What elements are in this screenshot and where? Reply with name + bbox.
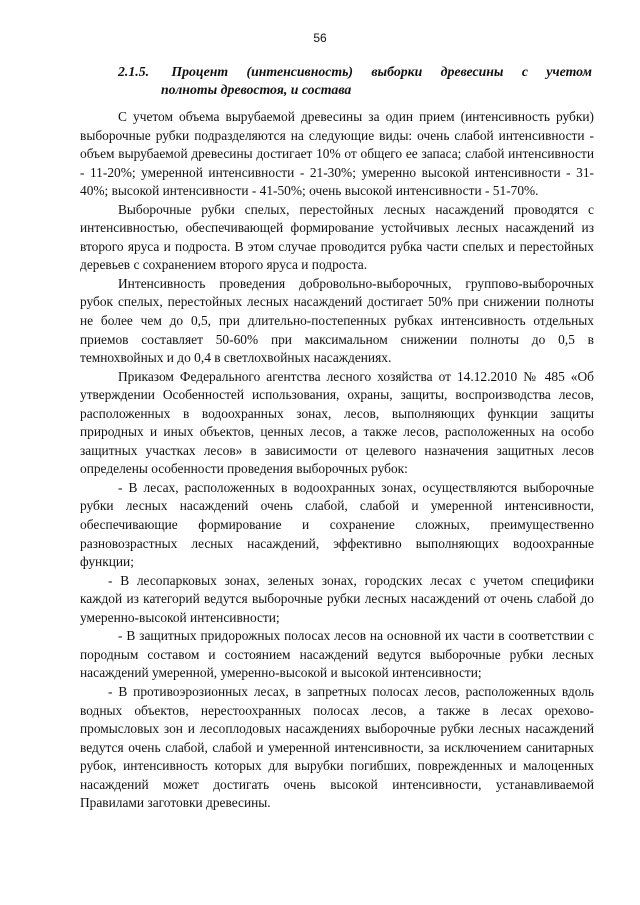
paragraph-selective-cutting-intensity: Интенсивность проведения добровольно-выборочных, группово-выборочных рубок спелых, перестойных лесных насаждений достигает 50% при снижении полноты не более чем до 0,5, при длительно-постепенных рубках интенсивность отдельных приемов составляет 50-60% при максимальном снижении полноты до 0,5 в темнохвойных и до 0,4 в светлохвойных насаждениях.: [80, 275, 594, 366]
body-text: [80, 108, 594, 813]
section-heading: [118, 63, 592, 99]
list-item-roadside: - В защитных придорожных полосах лесов на основной их части в соответствии с породным составом и состоянием насаждений ведутся выборочные рубки лесных насаждений умеренной, умеренно-высокой и высокой интенсивности;: [80, 628, 594, 681]
paragraph-mature-stands: Выборочные рубки спелых, перестойных лесных насаждений проводятся с интенсивностью, обеспечивающей формирование устойчивых лесных насаждений из второго яруса и подроста. В этом случае проводится рубка части спелых и перестойных деревьев с сохранением второго яруса и подроста.: [80, 201, 594, 273]
paragraph-federal-order: Приказом Федерального агентства лесного хозяйства от 14.12.2010 № 485 «Об утверждении Особенностей использования, охраны, защиты, воспроизводства лесов, расположенных в водоохранных зонах, лесов, выполняющих функции защиты природных и иных объектов, ценных лесов, а также лесов, расположенных на особо защитных участках лесов» в зависимости от целевого назначения защитных лесов определены особенности проведения выборочных рубок:: [80, 368, 594, 477]
section-title-part-2: полноты древостоя, и состава: [161, 82, 352, 97]
page-number: 56: [313, 31, 327, 45]
list-item-water-protection: - В лесах, расположенных в водоохранных зонах, осуществляются выборочные рубки лесных насаждений очень слабой, слабой и умеренной интенсивности, обеспечивающие формирование и сохранение сложных, преимущественно разновозрастных лесных насаждений, эффективно выполняющих водоохранные функции;: [80, 479, 594, 570]
section-title-part-1: Процент (интенсивность) выборки древесины с учетом: [171, 64, 592, 79]
list-item-anti-erosion: - В противоэрозионных лесах, в запретных полосах лесов, расположенных вдоль водных объектов, нерестоохранных полосах лесов, а также в лесах орехово-промысловых зон и лесоплодовых насаждениях выборочные рубки лесных насаждений ведутся очень слабой, слабой и умеренной интенсивности, за исключением санитарных рубок, интенсивность которых для вырубки погибших, поврежденных и малоценных насаждений может достигать очень высокой интенсивности, устанавливаемой Правилами заготовки древесины.: [80, 683, 594, 811]
section-number: 2.1.5.: [118, 64, 150, 79]
paragraph-intensity-types: С учетом объема вырубаемой древесины за один прием (интенсивность рубки) выборочные рубки подразделяются на следующие виды: очень слабой интенсивности - объем вырубаемой древесины достигает 10% от общего ее запаса; слабой интенсивности - 11-20%; умеренной интенсивности - 21-30%; умеренно высокой интенсивности - 31-40%; высокой интенсивности - 41-50%; очень высокой интенсивности - 51-70%.: [80, 109, 594, 199]
list-item-forest-park: - В лесопарковых зонах, зеленых зонах, городских лесах с учетом специфики каждой из категорий ведутся выборочные рубки лесных насаждений от очень слабой до умеренно-высокой интенсивности;: [80, 572, 594, 625]
section-heading-line-1: [118, 63, 592, 81]
